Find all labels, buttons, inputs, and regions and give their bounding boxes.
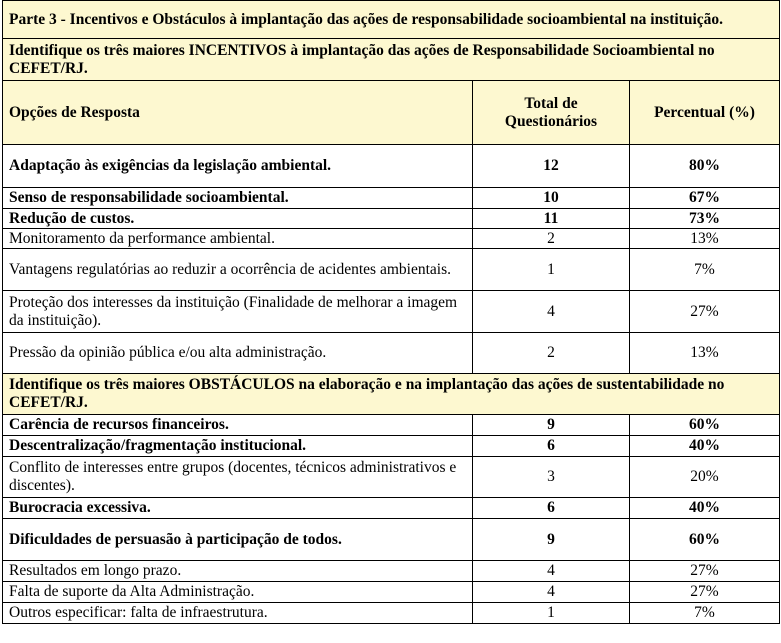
percent-cell: 60% [630, 415, 780, 436]
option-cell: Resultados em longo prazo. [3, 561, 473, 582]
total-cell: 4 [473, 291, 630, 333]
total-cell: 4 [473, 582, 630, 603]
total-cell: 3 [473, 457, 630, 498]
percent-cell: 73% [630, 209, 780, 229]
percent-cell: 13% [630, 229, 780, 249]
table-row [3, 333, 780, 374]
survey-results-table [2, 0, 780, 624]
total-cell: 1 [473, 249, 630, 291]
table-row [3, 582, 780, 603]
total-cell: 2 [473, 229, 630, 249]
table-row [3, 457, 780, 498]
table-row [3, 498, 780, 519]
column-header-percent: Percentual (%) [630, 81, 780, 145]
table-row [3, 415, 780, 436]
option-cell: Pressão da opinião pública e/ou alta administração. [3, 333, 473, 374]
percent-cell: 40% [630, 498, 780, 519]
percent-cell: 27% [630, 291, 780, 333]
percent-cell: 7% [630, 603, 780, 624]
table-row [3, 603, 780, 624]
incentives-question: Identifique os três maiores INCENTIVOS à implantação das ações de Responsabilidade Socioambiental no CEFET/RJ. [3, 39, 780, 81]
percent-cell: 67% [630, 188, 780, 209]
option-cell: Vantagens regulatórias ao reduzir a ocorrência de acidentes ambientais. [3, 249, 473, 291]
total-cell: 10 [473, 188, 630, 209]
percent-cell: 60% [630, 519, 780, 561]
total-cell: 4 [473, 561, 630, 582]
option-cell: Falta de suporte da Alta Administração. [3, 582, 473, 603]
column-header-option: Opções de Resposta [3, 81, 473, 145]
total-cell: 11 [473, 209, 630, 229]
total-cell: 6 [473, 498, 630, 519]
survey-results-body [3, 1, 780, 624]
option-cell: Proteção dos interesses da instituição (Finalidade de melhorar a imagem da instituição). [3, 291, 473, 333]
table-row [3, 145, 780, 188]
option-cell: Redução de custos. [3, 209, 473, 229]
obstacles-question: Identifique os três maiores OBSTÁCULOS na elaboração e na implantação das ações de sustentabilidade no CEFET/RJ. [3, 374, 780, 415]
option-cell: Carência de recursos financeiros. [3, 415, 473, 436]
percent-cell: 13% [630, 333, 780, 374]
option-cell: Burocracia excessiva. [3, 498, 473, 519]
total-cell: 6 [473, 436, 630, 457]
table-row [3, 519, 780, 561]
obstacles-question-row [3, 374, 780, 415]
option-cell: Outros especificar: falta de infraestrutura. [3, 603, 473, 624]
table-row [3, 249, 780, 291]
total-cell: 9 [473, 519, 630, 561]
table-row [3, 561, 780, 582]
table-row [3, 436, 780, 457]
part-title-row [3, 1, 780, 39]
column-header-row [3, 81, 780, 145]
option-cell: Monitoramento da performance ambiental. [3, 229, 473, 249]
percent-cell: 27% [630, 561, 780, 582]
option-cell: Conflito de interesses entre grupos (docentes, técnicos administrativos e discentes). [3, 457, 473, 498]
option-cell: Dificuldades de persuasão à participação de todos. [3, 519, 473, 561]
percent-cell: 80% [630, 145, 780, 188]
percent-cell: 27% [630, 582, 780, 603]
option-cell: Descentralização/fragmentação institucional. [3, 436, 473, 457]
option-cell: Adaptação às exigências da legislação ambiental. [3, 145, 473, 188]
percent-cell: 20% [630, 457, 780, 498]
total-cell: 12 [473, 145, 630, 188]
total-cell: 1 [473, 603, 630, 624]
incentives-question-row [3, 39, 780, 81]
table-row [3, 209, 780, 229]
total-cell: 9 [473, 415, 630, 436]
part-title: Parte 3 - Incentivos e Obstáculos à implantação das ações de responsabilidade socioambiental na instituição. [3, 1, 780, 39]
percent-cell: 40% [630, 436, 780, 457]
percent-cell: 7% [630, 249, 780, 291]
table-row [3, 229, 780, 249]
total-cell: 2 [473, 333, 630, 374]
table-row [3, 188, 780, 209]
option-cell: Senso de responsabilidade socioambiental. [3, 188, 473, 209]
table-row [3, 291, 780, 333]
column-header-total: Total de Questionários [473, 81, 630, 145]
